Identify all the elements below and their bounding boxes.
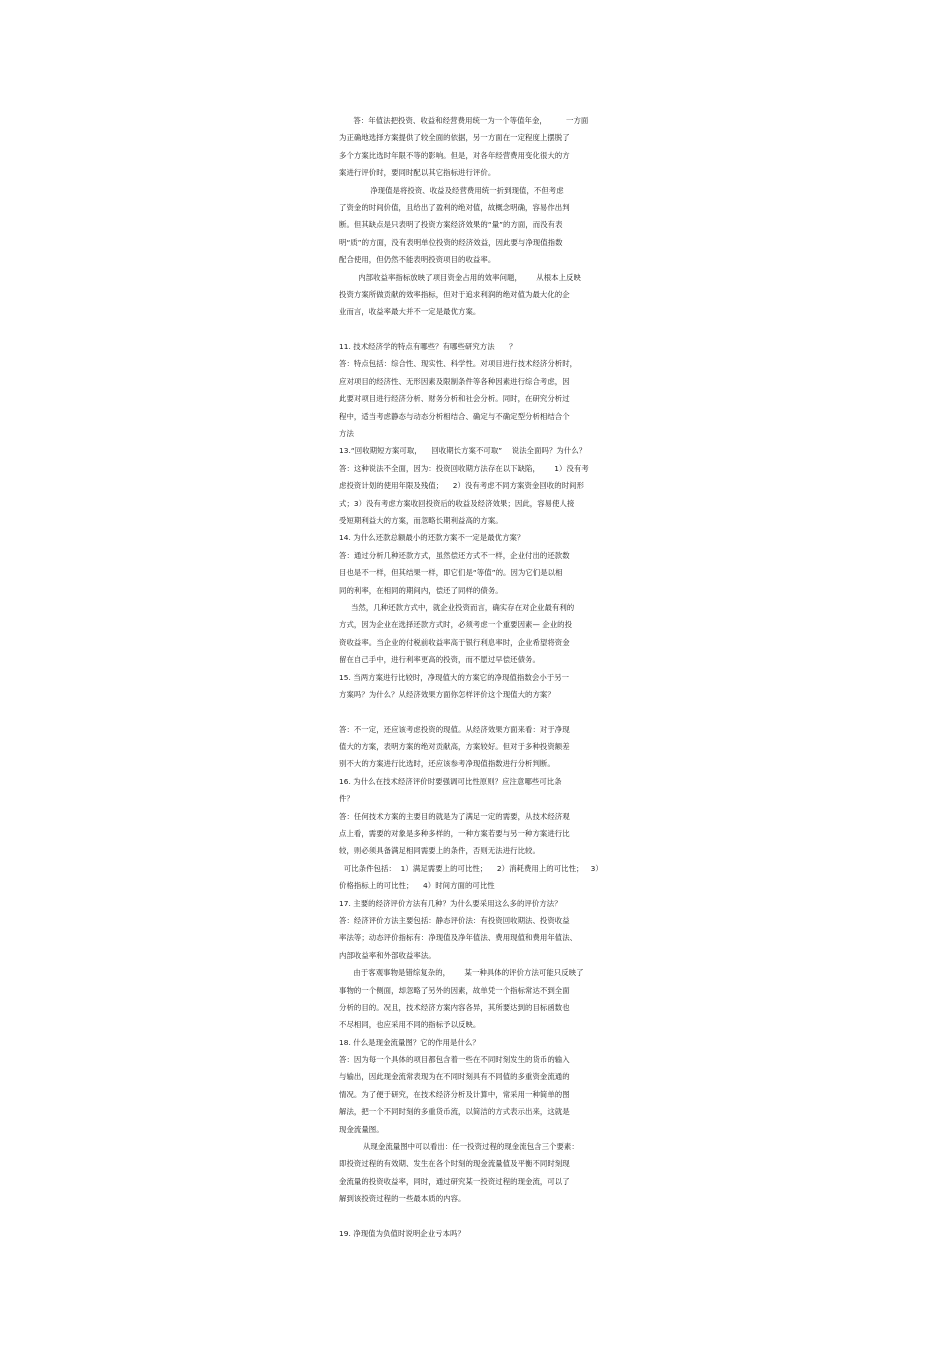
text-line: 率法等；动态评价指标有：净现值及净年值法、费用现值和费用年值法、 bbox=[339, 933, 578, 943]
text-line: 值大的方案，表明方案的绝对贡献高，方案较好。但对于多种投资额差 bbox=[339, 742, 570, 752]
text-line: 答：不一定，还应该考虑投资的现值。从经济效果方面来看：对于净现 bbox=[339, 724, 570, 734]
text-line: 应对项目的经济性、无形因素及限制条件等各种因素进行综合考虑，因 bbox=[339, 376, 570, 386]
text-line: 解到该投资过程的一些最本质的内容。 bbox=[339, 1194, 466, 1204]
text-line: 留在自己手中，进行利率更高的投资，而不愿过早偿还债务。 bbox=[339, 655, 540, 665]
text-line: 目也是不一样，但其结果一样，即它们是“等值”的。因为它们是以相 bbox=[339, 568, 563, 578]
text-line: 方法 bbox=[339, 429, 354, 439]
text-line: 答：特点包括：综合性、现实性、科学性。对项目进行技术经济分析时， bbox=[339, 359, 578, 369]
text-line: 即投资过程的有效期、发生在各个时刻的现金流量值及平衡不同时刻现 bbox=[339, 1159, 570, 1169]
text-line: 方式，因为企业在选择还款方式时，必须考虑一个重要因素— 企业的投 bbox=[339, 620, 573, 630]
text-line: 价格指标上的可比性； 4）时间方面的可比性 bbox=[339, 881, 495, 891]
text-line: 配合使用，但仍然不能表明投资项目的收益率。 bbox=[339, 255, 496, 265]
text-line: 断。但其缺点是只表明了投资方案经济效果的“量”的方面，而没有表 bbox=[339, 220, 563, 230]
text-line: 答：这种说法不全面，因为：投资回收期方法存在以下缺陷， 1）没有考 bbox=[339, 463, 589, 473]
text-line: 业而言，收益率最大并不一定是最优方案。 bbox=[339, 307, 481, 317]
text-line: 内部收益率指标放映了项目资金占用的效率问题， 从根本上反映 bbox=[339, 272, 581, 282]
text-line: 当然，几种还款方式中，就企业投资而言，确实存在对企业最有利的 bbox=[339, 602, 575, 612]
text-line: 答：通过分析几种还款方式，虽然偿还方式不一样，企业付出的还款数 bbox=[339, 550, 570, 560]
text-line: 答：经济评价方法主要包括：静态评价法：有投资回收期法、投资收益 bbox=[339, 915, 570, 925]
text-line: 案进行评价时，要同时配以其它指标进行评价。 bbox=[339, 168, 496, 178]
text-line: 件？ bbox=[339, 794, 354, 804]
text-line: 程中，适当考虑静态与动态分析相结合、确定与不确定型分析相结合个 bbox=[339, 411, 570, 421]
text-line: 由于客观事物是错综复杂的， 某一种具体的评价方法可能只反映了 bbox=[339, 968, 584, 978]
text-line: 与输出，因此现金流常表现为在不同时刻具有不同值的多重资金流通的 bbox=[339, 1072, 570, 1082]
text-line: 13.“回收期短方案可取， 回收期长方案不可取” 说法全面吗？为什么？ bbox=[339, 446, 587, 456]
text-line: 情况。为了便于研究，在技术经济分析及计算中，常采用一种简单的图 bbox=[339, 1089, 570, 1099]
text-line: 明“质”的方面，没有表明单位投资的经济效益，因此要与净现值指数 bbox=[339, 237, 563, 247]
text-line: 解法，把一个不同时刻的多重货币流，以简洁的方式表示出来，这就是 bbox=[339, 1107, 570, 1117]
text-line: 答：年值法把投资、收益和经营费用统一为一个等值年金， 一方面 bbox=[339, 116, 589, 125]
text-line: 事物的一个侧面，却忽略了另外的因素，故单凭一个指标常达不到全面 bbox=[339, 985, 570, 995]
text-line: 较，则必须具备满足相同需要上的条件，否则无法进行比较。 bbox=[339, 846, 540, 856]
text-line: 答：任何技术方案的主要目的就是为了满足一定的需要，从技术经济观 bbox=[339, 811, 570, 821]
text-line: 虑投资计划的使用年限及残值； 2）没有考虑不同方案资金回收的时间形 bbox=[339, 481, 585, 491]
text-line: 从现金流量图中可以看出：任一投资过程的现金流包含三个要素： bbox=[339, 1142, 579, 1152]
blank-line bbox=[339, 1208, 629, 1225]
text-line: 分析的目的。况且，技术经济方案内容各异，其所要达到的目标函数也 bbox=[339, 1002, 570, 1012]
text-line: 18. 什么是现金流量图？它的作用是什么？ bbox=[339, 1037, 480, 1047]
text-line: 内部收益率和外部收益率法。 bbox=[339, 950, 436, 960]
text-line: 了资金的时间价值，且给出了盈利的绝对值，故概念明确，容易作出判 bbox=[339, 202, 570, 212]
text-line: 可比条件包括： 1）满足需要上的可比性； 2）消耗费用上的可比性； 3） bbox=[339, 863, 603, 873]
text-line: 点上看，需要的对象是多种多样的，一种方案若要与另一种方案进行比 bbox=[339, 829, 570, 839]
text-line: 净现值是将投资、收益及经营费用统一折到现值，不但考虑 bbox=[339, 185, 564, 195]
blank-line bbox=[339, 703, 629, 720]
text-line: 投资方案所做贡献的效率指标，但对于追求利润的绝对值为最大化的企 bbox=[339, 289, 570, 299]
text-line: 现金流量图。 bbox=[339, 1124, 384, 1134]
text-line: 式；3）没有考虑方案收回投资后的收益及经济效果；因此，容易使人接 bbox=[339, 498, 575, 508]
text-line: 别不大的方案进行比选时，还应该参考净现值指数进行分析判断。 bbox=[339, 759, 555, 769]
text-line: 此要对项目进行经济分析、财务分析和社会分析。同时，在研究分析过 bbox=[339, 394, 570, 404]
text-line: 16. 为什么在技术经济评价时要强调可比性原则？应注意哪些可比条 bbox=[339, 776, 562, 786]
text-line: 14. 为什么还款总额最小的还款方案不一定是最优方案？ bbox=[339, 533, 525, 543]
text-line: 19. 净现值为负值时说明企业亏本吗？ bbox=[339, 1229, 465, 1238]
text-line: 答：因为每一个具体的项目都包含着一些在不同时刻发生的货币的输入 bbox=[339, 1055, 570, 1065]
text-line: 同的利率，在相同的期间内，偿还了同样的债务。 bbox=[339, 585, 503, 595]
text-line: 17. 主要的经济评价方法有几种？为什么要采用这么多的评价方法？ bbox=[339, 898, 562, 908]
blank-line bbox=[339, 321, 629, 338]
text-line: 为正确地选择方案提供了较全面的依据，另一方面在一定程度上摆脱了 bbox=[339, 133, 570, 143]
text-line: 金流量的投资收益率，同时，通过研究某一投资过程的现金流，可以了 bbox=[339, 1176, 570, 1186]
text-line: 方案吗？为什么？从经济效果方面你怎样评价这个现值大的方案？ bbox=[339, 689, 555, 699]
text-line: 多个方案比选时年限不等的影响。但是，对各年经营费用变化很大的方 bbox=[339, 150, 570, 160]
document-text-body bbox=[339, 112, 629, 1242]
text-line: 15. 当两方案进行比较时，净现值大的方案它的净现值指数会小于另一 bbox=[339, 672, 570, 682]
text-line: 11. 技术经济学的特点有哪些？有哪些研究方法 ？ bbox=[339, 342, 517, 352]
text-line: 受短期利益大的方案，而忽略长期利益高的方案。 bbox=[339, 515, 503, 525]
text-line: 不尽相同，也应采用不同的指标予以反映。 bbox=[339, 1020, 481, 1030]
text-line: 资收益率。当企业的付税前收益率高于银行利息率时，企业希望将资金 bbox=[339, 637, 570, 647]
